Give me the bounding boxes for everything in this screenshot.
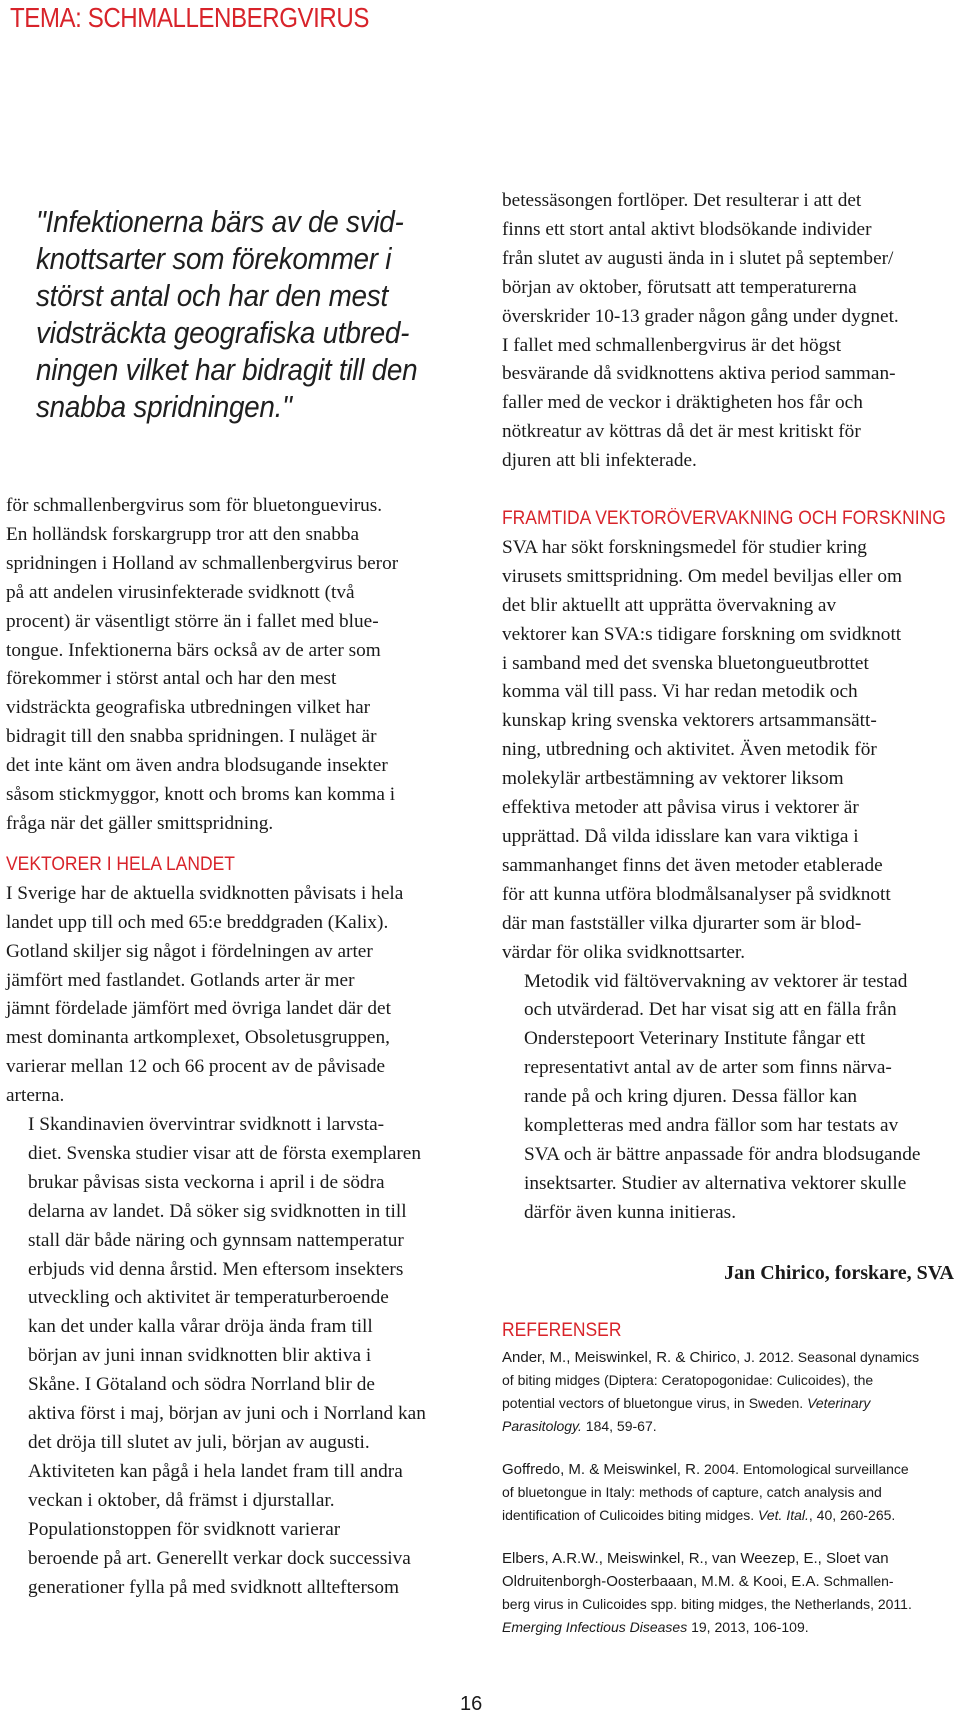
right-column-top	[502, 187, 954, 476]
right-column	[502, 505, 954, 1228]
text-line: betessäsongen fortlöper. Det resulterar i att det	[502, 190, 862, 211]
text-line: delarna av landet. Då söker sig svidknotten in till	[28, 1200, 407, 1222]
text-line: fråga när det gäller smittspridning.	[6, 812, 274, 834]
text-line: stall där både näring och gynnsam nattemperatur	[28, 1229, 404, 1251]
author-signature: Jan Chirico, forskare, SVA	[724, 1262, 954, 1284]
text-line: tongue. Infektionerna bärs också av de arter som	[6, 639, 381, 661]
reference-item: Goffredo, M. & Meiswinkel, R. 2004. Entomological surveillance of bluetongue in Italy: methods of capture, catch analysis and identification of Culicoides biting midges. Vet. Ital., 40, 260-265.	[502, 1461, 909, 1523]
text-line: SVA har sökt forskningsmedel för studier kring	[502, 536, 867, 558]
references-heading: REFERENSER	[502, 1320, 622, 1341]
references	[502, 1318, 952, 1659]
text-line: kan det under kalla vårar dröja ända fram till	[28, 1316, 373, 1338]
text-line: kunskap kring svenska vektorers artsammansätt-	[502, 710, 877, 732]
pull-quote-line: störst antal och har den mest	[36, 278, 388, 313]
reference-item: Ander, M., Meiswinkel, R. & Chirico, J. 2012. Seasonal dynamics of biting midges (Diptera: Ceratopogonidae: Culicoides), the potential vectors of bluetongue virus, in Sweden. Veterinary Parasitology. 184, 59-67.	[502, 1349, 920, 1434]
right-paragraph-1	[502, 534, 954, 968]
text-line: veckan i oktober, då främst i djurstallar.	[28, 1489, 335, 1511]
page-number: 16	[460, 1693, 483, 1715]
text-line: på att andelen virusinfekterade svidknott (två	[6, 581, 355, 603]
text-line: mest dominanta artkomplexet, Obsoletusgruppen,	[6, 1027, 390, 1049]
text-line: landet upp till och med 65:e breddgraden (Kalix).	[6, 911, 389, 933]
text-line: insektsarter. Studier av alternativa vektorer skulle	[524, 1172, 907, 1194]
text-line: jämfört med fastlandet. Gotlands arter är mer	[6, 969, 355, 991]
text-line: djuren att bli infekterade.	[502, 450, 697, 472]
right-paragraph-2	[502, 968, 954, 1228]
text-line: Onderstepoort Veterinary Institute fångar ett	[524, 1028, 866, 1050]
text-line: början av juni innan svidknotten blir aktiva i	[28, 1345, 372, 1367]
left-paragraph-3	[6, 1111, 458, 1516]
reference-item: Elbers, A.R.W., Meiswinkel, R., van Weezep, E., Sloet van Oldruitenborgh-Oosterbaaan, M.M. & Kooi, E.A. Schmallen- berg virus in Culicoides spp. biting midges, the Netherlands, 2011. Emerging Infectious Diseases 19, 2013, 106-109.	[502, 1547, 952, 1639]
left-paragraph-1	[6, 492, 458, 839]
text-line: generationer fylla på med svidknott allteftersom	[28, 1576, 400, 1598]
pull-quote-line: knottsarter som förekommer i	[36, 241, 392, 276]
pull-quote-line: snabba spridningen."	[36, 389, 292, 424]
text-line: representativt antal av de arter som finns närva-	[524, 1057, 892, 1079]
text-line: för schmallenbergvirus som för bluetonguevirus.	[6, 495, 383, 516]
text-line: sammanhanget finns det även metoder etablerade	[502, 854, 883, 876]
text-line: det blir aktuellt att upprätta övervakning av	[502, 594, 837, 616]
reference-authors: Ander, M., Meiswinkel, R. & Chirico	[502, 1349, 737, 1366]
pull-quote-line: "Infektionerna bärs av de svid-	[36, 204, 404, 239]
text-line: bidragit till den snabba spridningen. I nuläget är	[6, 726, 377, 748]
text-line: diet. Svenska studier visar att de första exemplaren	[28, 1142, 421, 1164]
section-heading-framtida: FRAMTIDA VEKTORÖVERVAKNING OCH FORSKNING	[502, 508, 946, 529]
text-line: arterna.	[6, 1085, 65, 1107]
text-line: där man fastställer vilka djurarter som är blod-	[502, 912, 862, 934]
pull-quote-line: ningen vilket har bidragit till den	[36, 352, 418, 387]
text-line: och utvärderad. Det har visat sig att en fälla från	[524, 999, 897, 1021]
text-line: Gotland skiljer sig något i fördelningen av arter	[6, 940, 373, 962]
text-line: Populationstoppen för svidknott varierar	[28, 1518, 341, 1540]
text-line: SVA och är bättre anpassade för andra blodsugande	[524, 1143, 921, 1165]
text-line: det dröja till slutet av juli, början av augusti.	[28, 1432, 370, 1453]
text-line: nötkreatur av köttras då det är mest kritiskt för	[502, 421, 861, 443]
text-line: rande på och kring djuren. Dessa fällor kan	[524, 1086, 858, 1108]
text-line: värdar för olika svidknottsarter.	[502, 941, 746, 963]
text-line: komma väl till pass. Vi har redan metodik och	[502, 681, 858, 703]
text-line: jämnt fördelade jämfört med övriga landet där det	[6, 998, 391, 1020]
text-line: överskrider 10-13 grader någon gång under dygnet.	[502, 305, 899, 327]
text-line: vektorer kan SVA:s tidigare forskning om svidknott	[502, 623, 902, 645]
text-line: erbjuds vid denna årstid. Men eftersom insekters	[28, 1258, 404, 1280]
text-line: spridningen i Holland av schmallenbergvirus beror	[6, 552, 399, 574]
text-line: I fallet med schmallenbergvirus är det högst	[502, 334, 842, 356]
text-line: effektiva metoder att påvisa virus i vektorer är	[502, 797, 859, 819]
reference-authors: Elbers, A.R.W., Meiswinkel, R., van Weezep, E., Sloet van	[502, 1550, 889, 1567]
text-line: Metodik vid fältövervakning av vektorer är testad	[524, 970, 908, 992]
text-line: kompletteras med andra fällor som har testats av	[524, 1115, 899, 1137]
text-line: det inte känt om även andra blodsugande insekter	[6, 755, 388, 777]
text-line: Aktiviteten kan pågå i hela landet fram till andra	[28, 1460, 403, 1482]
text-line: från slutet av augusti ända in i slutet på september/	[502, 247, 894, 269]
text-line: upprättad. Då vilda idisslare kan vara viktiga i	[502, 825, 859, 847]
text-line: procent) är väsentligt större än i fallet med blue-	[6, 610, 379, 632]
text-line: I Sverige har de aktuella svidknotten påvisats i hela	[6, 882, 404, 904]
text-line: början av oktober, förutsatt att temperaturerna	[502, 276, 857, 298]
text-line: ning, utbredning och aktivitet. Även metodik för	[502, 739, 877, 761]
text-line: aktiva först i maj, början av juni och i Norrland kan	[28, 1403, 426, 1425]
text-line: i samband med det svenska bluetongueutbrottet	[502, 652, 869, 674]
text-line: Skåne. I Götaland och södra Norrland blir de	[28, 1374, 375, 1396]
text-line: därför även kunna initieras.	[524, 1201, 737, 1223]
text-line: vidsträckta geografiska utbredningen vilket har	[6, 697, 371, 719]
page-header-title: TEMA: SCHMALLENBERGVIRUS	[10, 2, 369, 33]
pull-quote	[36, 203, 496, 425]
text-line: molekylär artbestämning av vektorer liksom	[502, 768, 844, 790]
text-line: varierar mellan 12 och 66 procent av de påvisade	[6, 1056, 386, 1078]
pull-quote-line: vidsträckta geografiska utbred-	[36, 315, 410, 350]
text-line: finns ett stort antal aktivt blodsökande individer	[502, 218, 872, 240]
text-line: förekommer i störst antal och har den mest	[6, 668, 337, 690]
text-line: faller med de veckor i dräktigheten hos får och	[502, 392, 863, 414]
text-line: för att kunna utföra blodmålsanalyser på svidknott	[502, 883, 891, 905]
text-line: I Skandinavien övervintrar svidknott i larvsta-	[28, 1114, 385, 1136]
reference-authors: Goffredo, M. & Meiswinkel, R.	[502, 1461, 701, 1478]
text-line: En holländsk forskargrupp tror att den snabba	[6, 523, 360, 545]
left-column	[6, 492, 458, 1602]
text-line: utveckling och aktivitet är temperaturberoende	[28, 1287, 389, 1309]
right-paragraph-0	[502, 187, 954, 476]
section-heading-vektorer: VEKTORER I HELA LANDET	[6, 853, 235, 875]
text-line: såsom stickmyggor, knott och broms kan komma i	[6, 784, 396, 806]
text-line: besvärande då svidknottens aktiva period samman-	[502, 363, 896, 385]
text-line: virusets smittspridning. Om medel beviljas eller om	[502, 565, 903, 587]
left-paragraph-2	[6, 880, 458, 1111]
text-line: brukar påvisas sista veckorna i april i de södra	[28, 1171, 385, 1193]
left-paragraph-4	[6, 1516, 458, 1603]
text-line: beroende på art. Generellt verkar dock successiva	[28, 1547, 411, 1569]
